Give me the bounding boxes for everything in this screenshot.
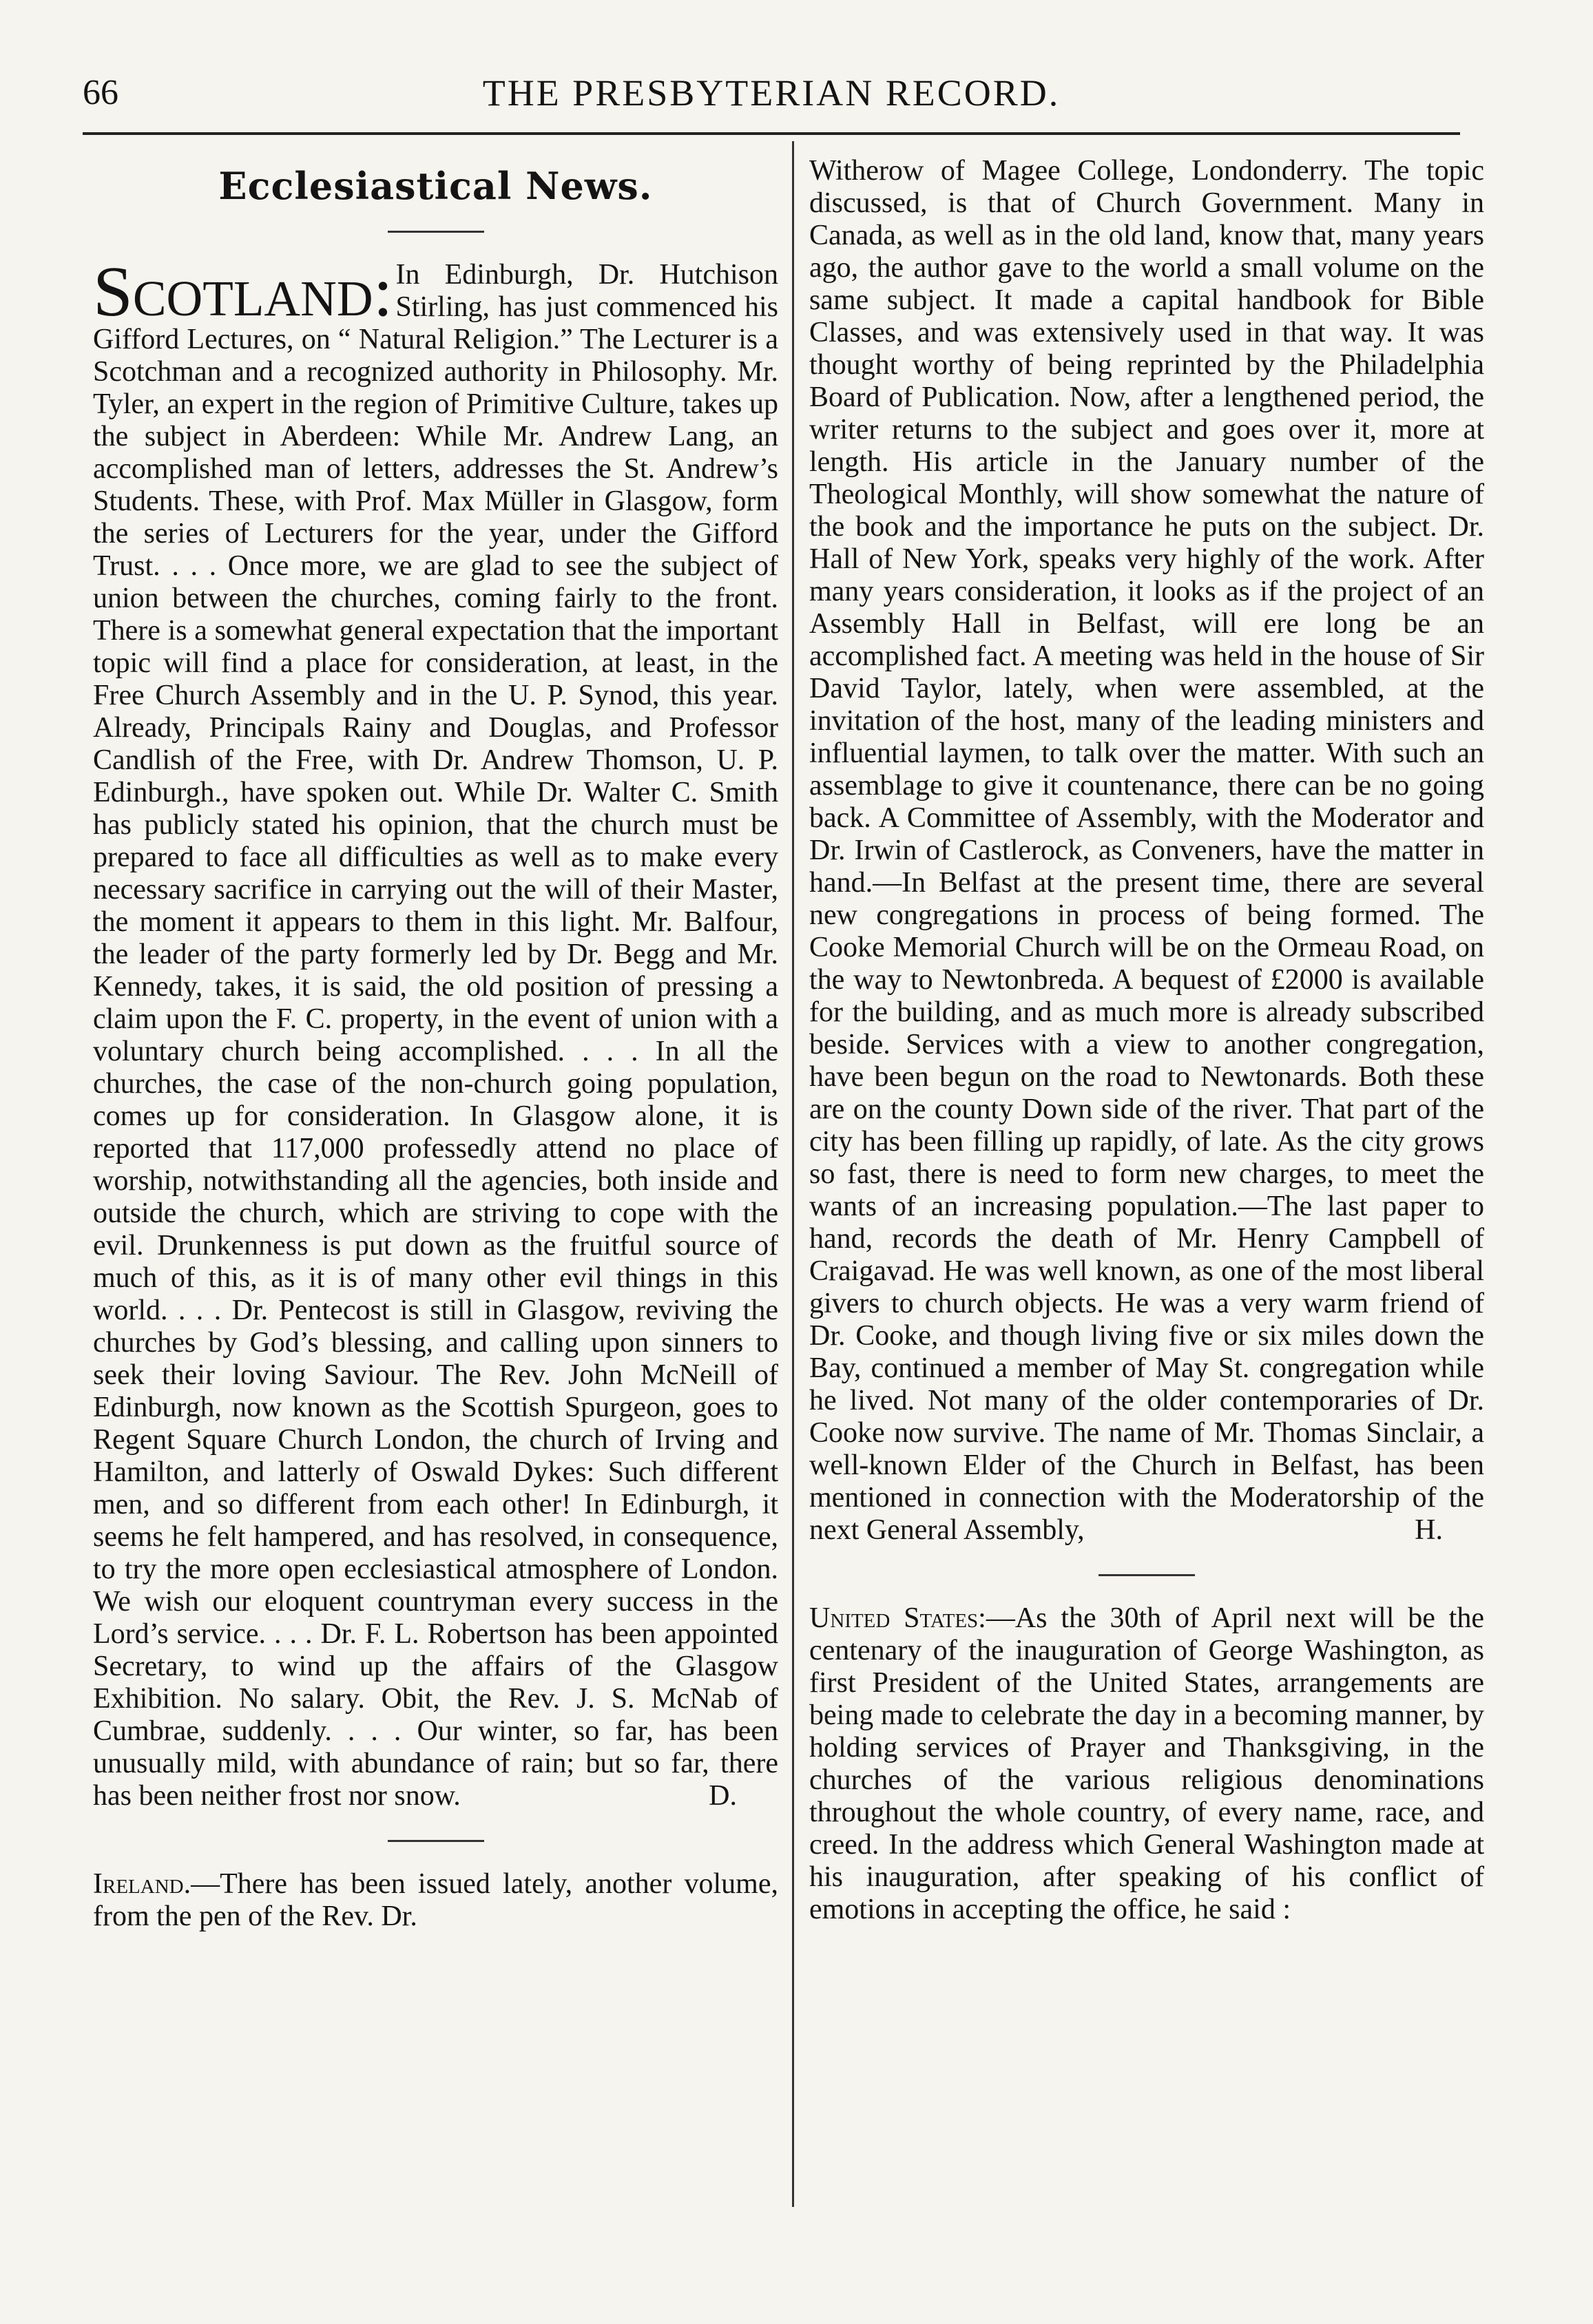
scotland-signature: D.: [709, 1780, 737, 1812]
page-header: [83, 69, 1460, 117]
ireland-heading: Ireland.: [93, 1868, 191, 1900]
section-title: Ecclesiastical News.: [218, 164, 653, 208]
section-rule-2: [1099, 1574, 1195, 1576]
column-divider: [792, 141, 794, 2207]
scotland-body: In Edinburgh, Dr. Hutchison Stirling, has just commenced his Gifford Lectures, on “ Natural Religion.” The Lecturer is a Scotchman and a recognized authority in Philosophy. Mr. Tyler, an expert in the region of Primitive Culture, takes up the subject in Aberdeen: While Mr. Andrew Lang, an accomplished man of letters, addresses the St. Andrew’s Students. These, with Prof. Max Müller in Glasgow, form the series of Lecturers for the year, under the Gifford Trust. . . . Once more, we are glad to see the subject of union between the churches, coming fairly to the front. There is a somewhat general expectation that the important topic will find a place for consideration, at least, in the Free Church Assembly and in the U. P. Synod, this year. Already, Principals Rainy and Douglas, and Professor Candlish of the Free, with Dr. Andrew Thomson, U. P. Edinburgh., have spoken out. While Dr. Walter C. Smith has publicly stated his opinion, that the church must be prepared to face all difficulties as well as to make every necessary sacrifice in carrying out the will of their Master, the moment it appears to them in this light. Mr. Balfour, the leader of the party formerly led by Dr. Begg and Mr. Kennedy, takes, it is said, the old position of pressing a claim upon the F. C. property, in the event of union with a voluntary church being accomplished. . . . In all the churches, the case of the non-church going population, comes up for consideration. In Glasgow alone, it is reported that 117,000 professedly attend no place of worship, notwithstanding all the agencies, both inside and outside the church, which are striving to cope with the evil. Drunkenness is put down as the fruitful source of much of this, as it is of many other evil things in this world. . . . Dr. Pentecost is still in Glasgow, reviving the churches by God’s blessing, and calling upon sinners to seek their loving Saviour. The Rev. John McNeill of Edinburgh, now known as the Scottish Spurgeon, goes to Regent Square Church London, the church of Irving and Hamilton, and latterly of Oswald Dykes: Such different men, and so different from each other! In Edinburgh, it seems he felt hampered, and has resolved, in consequence, to try the more open ecclesiastical atmosphere of London. We wish our eloquent countryman every success in the Lord’s service. . . . Dr. F. L. Robertson has been appointed Secretary, to wind up the affairs of the Glasgow Exhibition. No salary. Obit, the Rev. J. S. McNab of Cumbrae, suddenly. . . . Our winter, so far, has been unusually mild, with abundance of rain; but so far, there has been neither frost nor snow.: [93, 259, 778, 1812]
page-number: 66: [83, 73, 118, 112]
scotland-paragraph: [93, 252, 778, 1812]
ireland-body-start: —There has been issued lately, another volume, from the pen of the Rev. Dr.: [93, 1868, 778, 1932]
ireland-body-continued: Witherow of Magee College, Londonderry. The topic discussed, is that of Church Government. Many in Canada, as well as in the old land, know that, many years ago, the author gave to the world a small volume on the same subject. It made a capital handbook for Bible Classes, and was extensively used in that way. It was thought worthy of being reprinted by the Philadelphia Board of Publication. Now, after a lengthened period, the writer returns to the subject and goes over it, more at length. His article in the January number of the Theological Monthly, will show somewhat the nature of the book and the importance he puts on the subject. Dr. Hall of New York, speaks very highly of the work. After many years consideration, it looks as if the project of an Assembly Hall in Belfast, will ere long be an accomplished fact. A meeting was held in the house of Sir David Taylor, lately, when were assembled, at the invitation of the host, many of the leading ministers and influential laymen, to talk over the matter. With such an assemblage to give it countenance, there can be no going back. A Committee of Assembly, with the Moderator and Dr. Irwin of Castlerock, as Conveners, have the matter in hand.—In Belfast at the present time, there are several new congregations in process of being formed. The Cooke Memorial Church will be on the Ormeau Road, on the way to Newtonbreda. A bequest of £2000 is available for the building, and as much more is already subscribed beside. Services with a view to another congregation, have been begun on the road to Newtonards. Both these are on the county Down side of the river. That part of the city has been filling up rapidly, of late. As the city grows so fast, there is need to form new charges, to meet the wants of an increasing population.—The last paper to hand, records the death of Mr. Henry Campbell of Craigavad. He was well known, as one of the most liberal givers to church objects. He was a very warm friend of Dr. Cooke, and though living five or six miles down the Bay, continued a member of May St. congregation while he lived. Not many of the older contemporaries of Dr. Cooke now survive. The name of Mr. Thomas Sinclair, a well-known Elder of the Church in Belfast, has been mentioned in connection with the Moderatorship of the next General Assembly,: [809, 155, 1484, 1546]
united-states-paragraph: [809, 1602, 1484, 1926]
ireland-paragraph-start: [93, 1868, 778, 1933]
united-states-heading: United States:: [809, 1602, 986, 1634]
scotland-heading: Scotland:: [93, 252, 393, 331]
left-column: [93, 155, 778, 2221]
running-title: THE PRESBYTERIAN RECORD.: [482, 72, 1061, 114]
section-rule-1: [388, 1840, 484, 1842]
title-rule: [388, 231, 484, 233]
header-rule: [83, 132, 1460, 135]
ireland-signature: H.: [1415, 1514, 1443, 1546]
ireland-paragraph-continued: [809, 155, 1484, 1547]
right-column: [809, 155, 1484, 2221]
united-states-body: —As the 30th of April next will be the centenary of the inauguration of George Washington, as first President of the United States, arrangements are being made to celebrate the day in a becoming manner, by holding services of Prayer and Thanksgiving, in the churches of the various religious denominations throughout the whole country, of every name, race, and creed. In the address which General Washington made at his inauguration, after speaking of his conflict of emotions in accepting the office, he said :: [809, 1602, 1484, 1925]
